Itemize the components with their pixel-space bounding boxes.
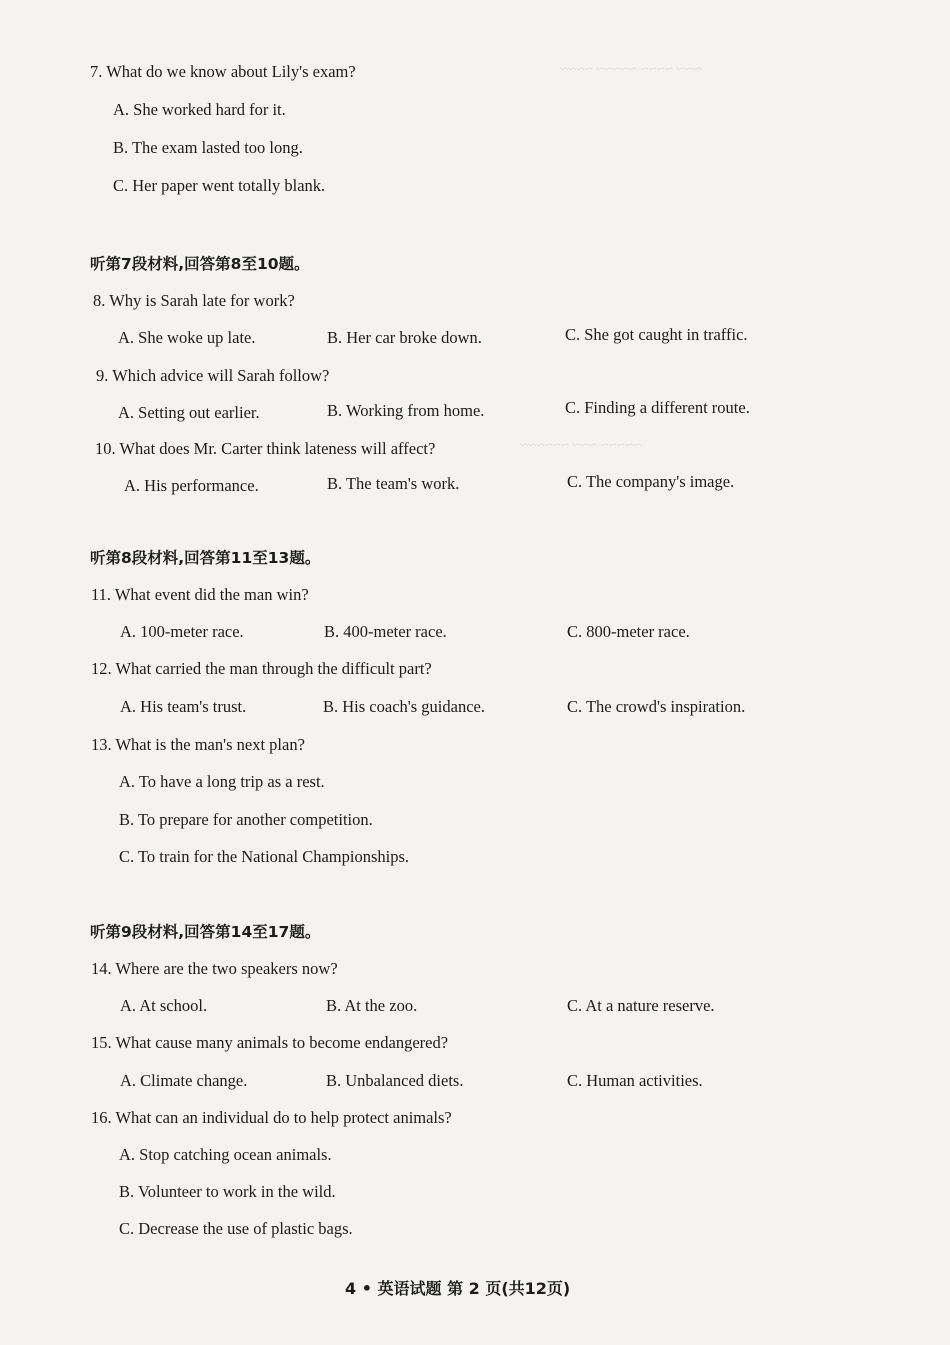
question-16-stem: 16. What can an individual do to help protect animals? <box>91 1108 452 1127</box>
question-8-option-b: B. Her car broke down. <box>327 328 482 347</box>
section-heading-9: 听第9段材料,回答第14至17题。 <box>90 923 321 941</box>
question-10-option-b: B. The team's work. <box>327 474 460 493</box>
question-10-stem: 10. What does Mr. Carter think lateness will affect? <box>95 439 436 458</box>
question-12-option-a: A. His team's trust. <box>120 697 247 716</box>
question-14-option-c: C. At a nature reserve. <box>567 996 715 1015</box>
question-7-option-b: B. The exam lasted too long. <box>113 138 303 157</box>
question-9-option-c: C. Finding a different route. <box>565 398 750 417</box>
question-15-option-c: C. Human activities. <box>567 1071 703 1090</box>
bleed-through-text: ~~~~~ ~~~ ~~~~~~ <box>520 438 642 454</box>
question-13-option-c: C. To train for the National Championships. <box>119 847 410 866</box>
question-16-option-a: A. Stop catching ocean animals. <box>119 1145 332 1164</box>
question-13-option-b: B. To prepare for another competition. <box>119 810 373 829</box>
question-16-option-b: B. Volunteer to work in the wild. <box>119 1182 336 1201</box>
question-16-option-c: C. Decrease the use of plastic bags. <box>119 1219 353 1238</box>
question-9-option-b: B. Working from home. <box>327 401 485 420</box>
question-12-option-c: C. The crowd's inspiration. <box>567 697 746 716</box>
question-7-stem: 7. What do we know about Lily's exam? <box>90 62 356 81</box>
question-15-stem: 15. What cause many animals to become endangered? <box>91 1033 449 1052</box>
section-heading-8: 听第8段材料,回答第11至13题。 <box>90 549 321 567</box>
question-13-option-a: A. To have a long trip as a rest. <box>119 772 325 791</box>
question-15-option-b: B. Unbalanced diets. <box>326 1071 464 1090</box>
section-heading-7: 听第7段材料,回答第8至10题。 <box>90 255 310 273</box>
question-10-option-c: C. The company's image. <box>567 472 735 491</box>
question-7-option-c: C. Her paper went totally blank. <box>113 176 326 195</box>
question-9-option-a: A. Setting out earlier. <box>118 403 260 422</box>
question-11-option-a: A. 100-meter race. <box>120 622 244 641</box>
question-12-option-b: B. His coach's guidance. <box>323 697 485 716</box>
question-10-option-a: A. His performance. <box>124 476 259 495</box>
question-13-stem: 13. What is the man's next plan? <box>91 735 305 754</box>
question-11-option-b: B. 400-meter race. <box>324 622 447 641</box>
bleed-through-text: ~~~ ~~~~ ~~~~~ ~~~~ <box>560 62 702 78</box>
question-7-option-a: A. She worked hard for it. <box>113 100 286 119</box>
question-8-option-a: A. She woke up late. <box>118 328 256 347</box>
question-12-stem: 12. What carried the man through the difficult part? <box>91 659 432 678</box>
question-9-stem: 9. Which advice will Sarah follow? <box>96 366 330 385</box>
question-11-option-c: C. 800-meter race. <box>567 622 690 641</box>
question-8-stem: 8. Why is Sarah late for work? <box>93 291 295 310</box>
question-15-option-a: A. Climate change. <box>120 1071 248 1090</box>
question-11-stem: 11. What event did the man win? <box>91 585 309 604</box>
question-8-option-c: C. She got caught in traffic. <box>565 325 748 344</box>
question-14-option-b: B. At the zoo. <box>326 996 418 1015</box>
page-footer: 4 • 英语试题 第 2 页(共12页) <box>345 1279 571 1298</box>
question-14-option-a: A. At school. <box>120 996 208 1015</box>
question-14-stem: 14. Where are the two speakers now? <box>91 959 338 978</box>
